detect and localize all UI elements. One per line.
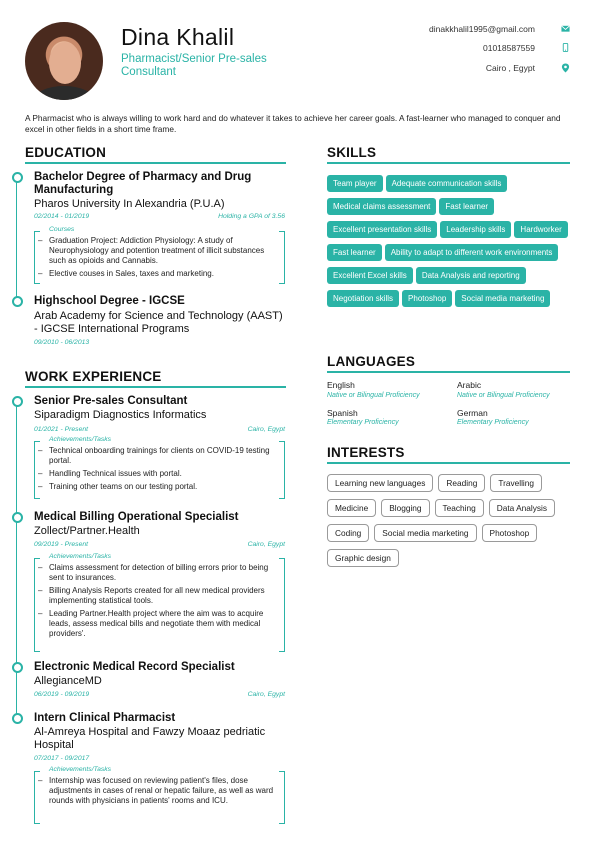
profile-photo bbox=[25, 22, 103, 100]
skill-tag: Social media marketing bbox=[455, 290, 550, 307]
interest-tag: Learning new languages bbox=[327, 474, 433, 492]
list-item: – Elective couses in Sales, taxes and marketing. bbox=[38, 269, 277, 279]
language-level: Elementary Proficiency bbox=[327, 419, 399, 426]
language-name: German bbox=[457, 408, 488, 418]
skill-tag: Excellent Excel skills bbox=[327, 267, 413, 284]
interests-divider bbox=[327, 462, 570, 464]
education-dates: 02/2014 - 01/2019 bbox=[34, 213, 90, 220]
language-level: Elementary Proficiency bbox=[457, 419, 529, 426]
job-title: Medical Billing Operational Specialist bbox=[34, 511, 239, 523]
interests-heading: INTERESTS bbox=[327, 445, 405, 460]
language-name: Spanish bbox=[327, 408, 358, 418]
interest-tag: Coding bbox=[327, 524, 369, 542]
school-name: Arab Academy for Science and Technology (AAST) - IGCSE International Programs bbox=[34, 310, 283, 335]
location-text: Cairo , Egypt bbox=[485, 63, 535, 73]
school-name: Pharos University In Alexandria (P.U.A) bbox=[34, 198, 225, 210]
interest-tag: Graphic design bbox=[327, 549, 399, 567]
tasks-label: Achievements/Tasks bbox=[49, 553, 112, 560]
education-divider bbox=[25, 162, 286, 164]
skill-tag: Ability to adapt to different work environments bbox=[385, 244, 559, 261]
interest-tag: Teaching bbox=[435, 499, 484, 517]
company-name: Siparadigm Diagnostics Informatics bbox=[34, 409, 207, 421]
language-name: English bbox=[327, 380, 355, 390]
education-timeline bbox=[16, 178, 17, 303]
company-name: Zollect/Partner.Health bbox=[34, 525, 140, 537]
skill-tag: Fast learner bbox=[327, 244, 382, 261]
interest-tag: Reading bbox=[438, 474, 485, 492]
courses-label: Courses bbox=[49, 226, 75, 233]
envelope-icon bbox=[561, 24, 570, 33]
skill-tag: Hardworker bbox=[514, 221, 567, 238]
email-text[interactable]: dinakkhalil1995@gmail.com bbox=[429, 24, 535, 34]
phone-text: 01018587559 bbox=[482, 43, 535, 53]
job-dates: 01/2021 - Present bbox=[34, 426, 89, 433]
company-name: AllegianceMD bbox=[34, 675, 102, 687]
skill-tag: Photoshop bbox=[402, 290, 452, 307]
skills-divider bbox=[327, 162, 570, 164]
degree-title: Highschool Degree - IGCSE bbox=[34, 295, 185, 307]
skills-list bbox=[327, 173, 572, 311]
skill-tag: Leadership skills bbox=[440, 221, 511, 238]
courses-box bbox=[34, 226, 285, 284]
interests-list bbox=[327, 473, 572, 573]
candidate-name: Dina Khalil bbox=[121, 24, 235, 50]
location-pin-icon bbox=[561, 63, 570, 72]
education-note: Holding a GPA of 3.56 bbox=[218, 213, 285, 220]
skill-tag: Adequate communication skills bbox=[386, 175, 508, 192]
timeline-dot bbox=[12, 713, 23, 724]
skill-tag: Team player bbox=[327, 175, 383, 192]
tasks-box bbox=[34, 766, 285, 824]
timeline-dot bbox=[12, 662, 23, 673]
list-item: – Internship was focused on reviewing patient's files, dose adjustments in cases of renal or hepatic failure, as well as ward rounds with physicians in patients' rooms and ICU. bbox=[38, 776, 277, 806]
work-divider bbox=[25, 386, 286, 388]
candidate-title: Pharmacist/Senior Pre-sales Consultant bbox=[121, 53, 267, 78]
list-item: – Handling Technical issues with portal. bbox=[38, 469, 277, 479]
languages-divider bbox=[327, 371, 570, 373]
job-dates: 07/2017 - 09/2017 bbox=[34, 755, 90, 762]
work-heading: WORK EXPERIENCE bbox=[25, 369, 162, 384]
language-name: Arabic bbox=[457, 380, 482, 390]
tasks-label: Achievements/Tasks bbox=[49, 766, 112, 773]
job-dates: 06/2019 - 09/2019 bbox=[34, 691, 90, 698]
tasks-box bbox=[34, 553, 285, 652]
timeline-dot bbox=[12, 396, 23, 407]
skill-tag: Data Analysis and reporting bbox=[416, 267, 526, 284]
job-title: Electronic Medical Record Specialist bbox=[34, 661, 235, 673]
interest-tag: Medicine bbox=[327, 499, 376, 517]
interest-tag: Blogging bbox=[381, 499, 429, 517]
job-title: Intern Clinical Pharmacist bbox=[34, 712, 176, 724]
tasks-box bbox=[34, 436, 285, 499]
job-location: Cairo, Egypt bbox=[247, 541, 285, 548]
company-name: Al-Amreya Hospital and Fawzy Moaaz pedriatic Hospital bbox=[34, 726, 266, 751]
interest-tag: Photoshop bbox=[482, 524, 538, 542]
skill-tag: Negotiation skills bbox=[327, 290, 399, 307]
job-dates: 09/2019 - Present bbox=[34, 541, 89, 548]
list-item: – Technical onboarding trainings for clients on COVID-19 testing portal. bbox=[38, 446, 277, 466]
degree-title: Bachelor Degree of Pharmacy and Drug Manufacturing bbox=[34, 171, 252, 196]
timeline-dot bbox=[12, 296, 23, 307]
list-item: – Claims assessment for detection of billing errors prior to being sent to insurances. bbox=[38, 563, 277, 583]
skills-heading: SKILLS bbox=[327, 145, 377, 160]
education-heading: EDUCATION bbox=[25, 145, 107, 160]
tasks-label: Achievements/Tasks bbox=[49, 436, 112, 443]
skill-tag: Medical claims assessment bbox=[327, 198, 436, 215]
list-item: – Billing Analysis Reports created for all new medical providers implementing statistical tools. bbox=[38, 586, 277, 606]
list-item: – Training other teams on our testing portal. bbox=[38, 482, 277, 492]
language-level: Native or Bilingual Proficiency bbox=[327, 392, 420, 399]
job-location: Cairo, Egypt bbox=[247, 691, 285, 698]
interest-tag: Social media marketing bbox=[374, 524, 476, 542]
list-item: – Leading Partner.Health project where the aim was to acquire leads, assess medical bills and negotiate them with medical providers'. bbox=[38, 609, 277, 639]
interest-tag: Data Analysis bbox=[489, 499, 555, 517]
skill-tag: Fast learner bbox=[439, 198, 494, 215]
language-level: Native or Bilingual Proficiency bbox=[457, 392, 550, 399]
languages-heading: LANGUAGES bbox=[327, 354, 416, 369]
timeline-dot bbox=[12, 172, 23, 183]
job-title: Senior Pre-sales Consultant bbox=[34, 395, 188, 407]
skill-tag: Excellent presentation skills bbox=[327, 221, 437, 238]
list-item: – Graduation Project: Addiction Physiology: A study of Neurophysiology and potention treatment of illicit substances such as opioids and Cannabis. bbox=[38, 236, 277, 266]
education-dates: 09/2010 - 06/2013 bbox=[34, 339, 90, 346]
summary-text: A Pharmacist who is always willing to work hard and do whatever it takes to achieve her career goals. A fast-learner who managed to conquer and excel in other fields in a short time frame. bbox=[25, 113, 561, 134]
interest-tag: Travelling bbox=[490, 474, 542, 492]
timeline-dot bbox=[12, 512, 23, 523]
phone-icon bbox=[561, 43, 570, 52]
job-location: Cairo, Egypt bbox=[247, 426, 285, 433]
